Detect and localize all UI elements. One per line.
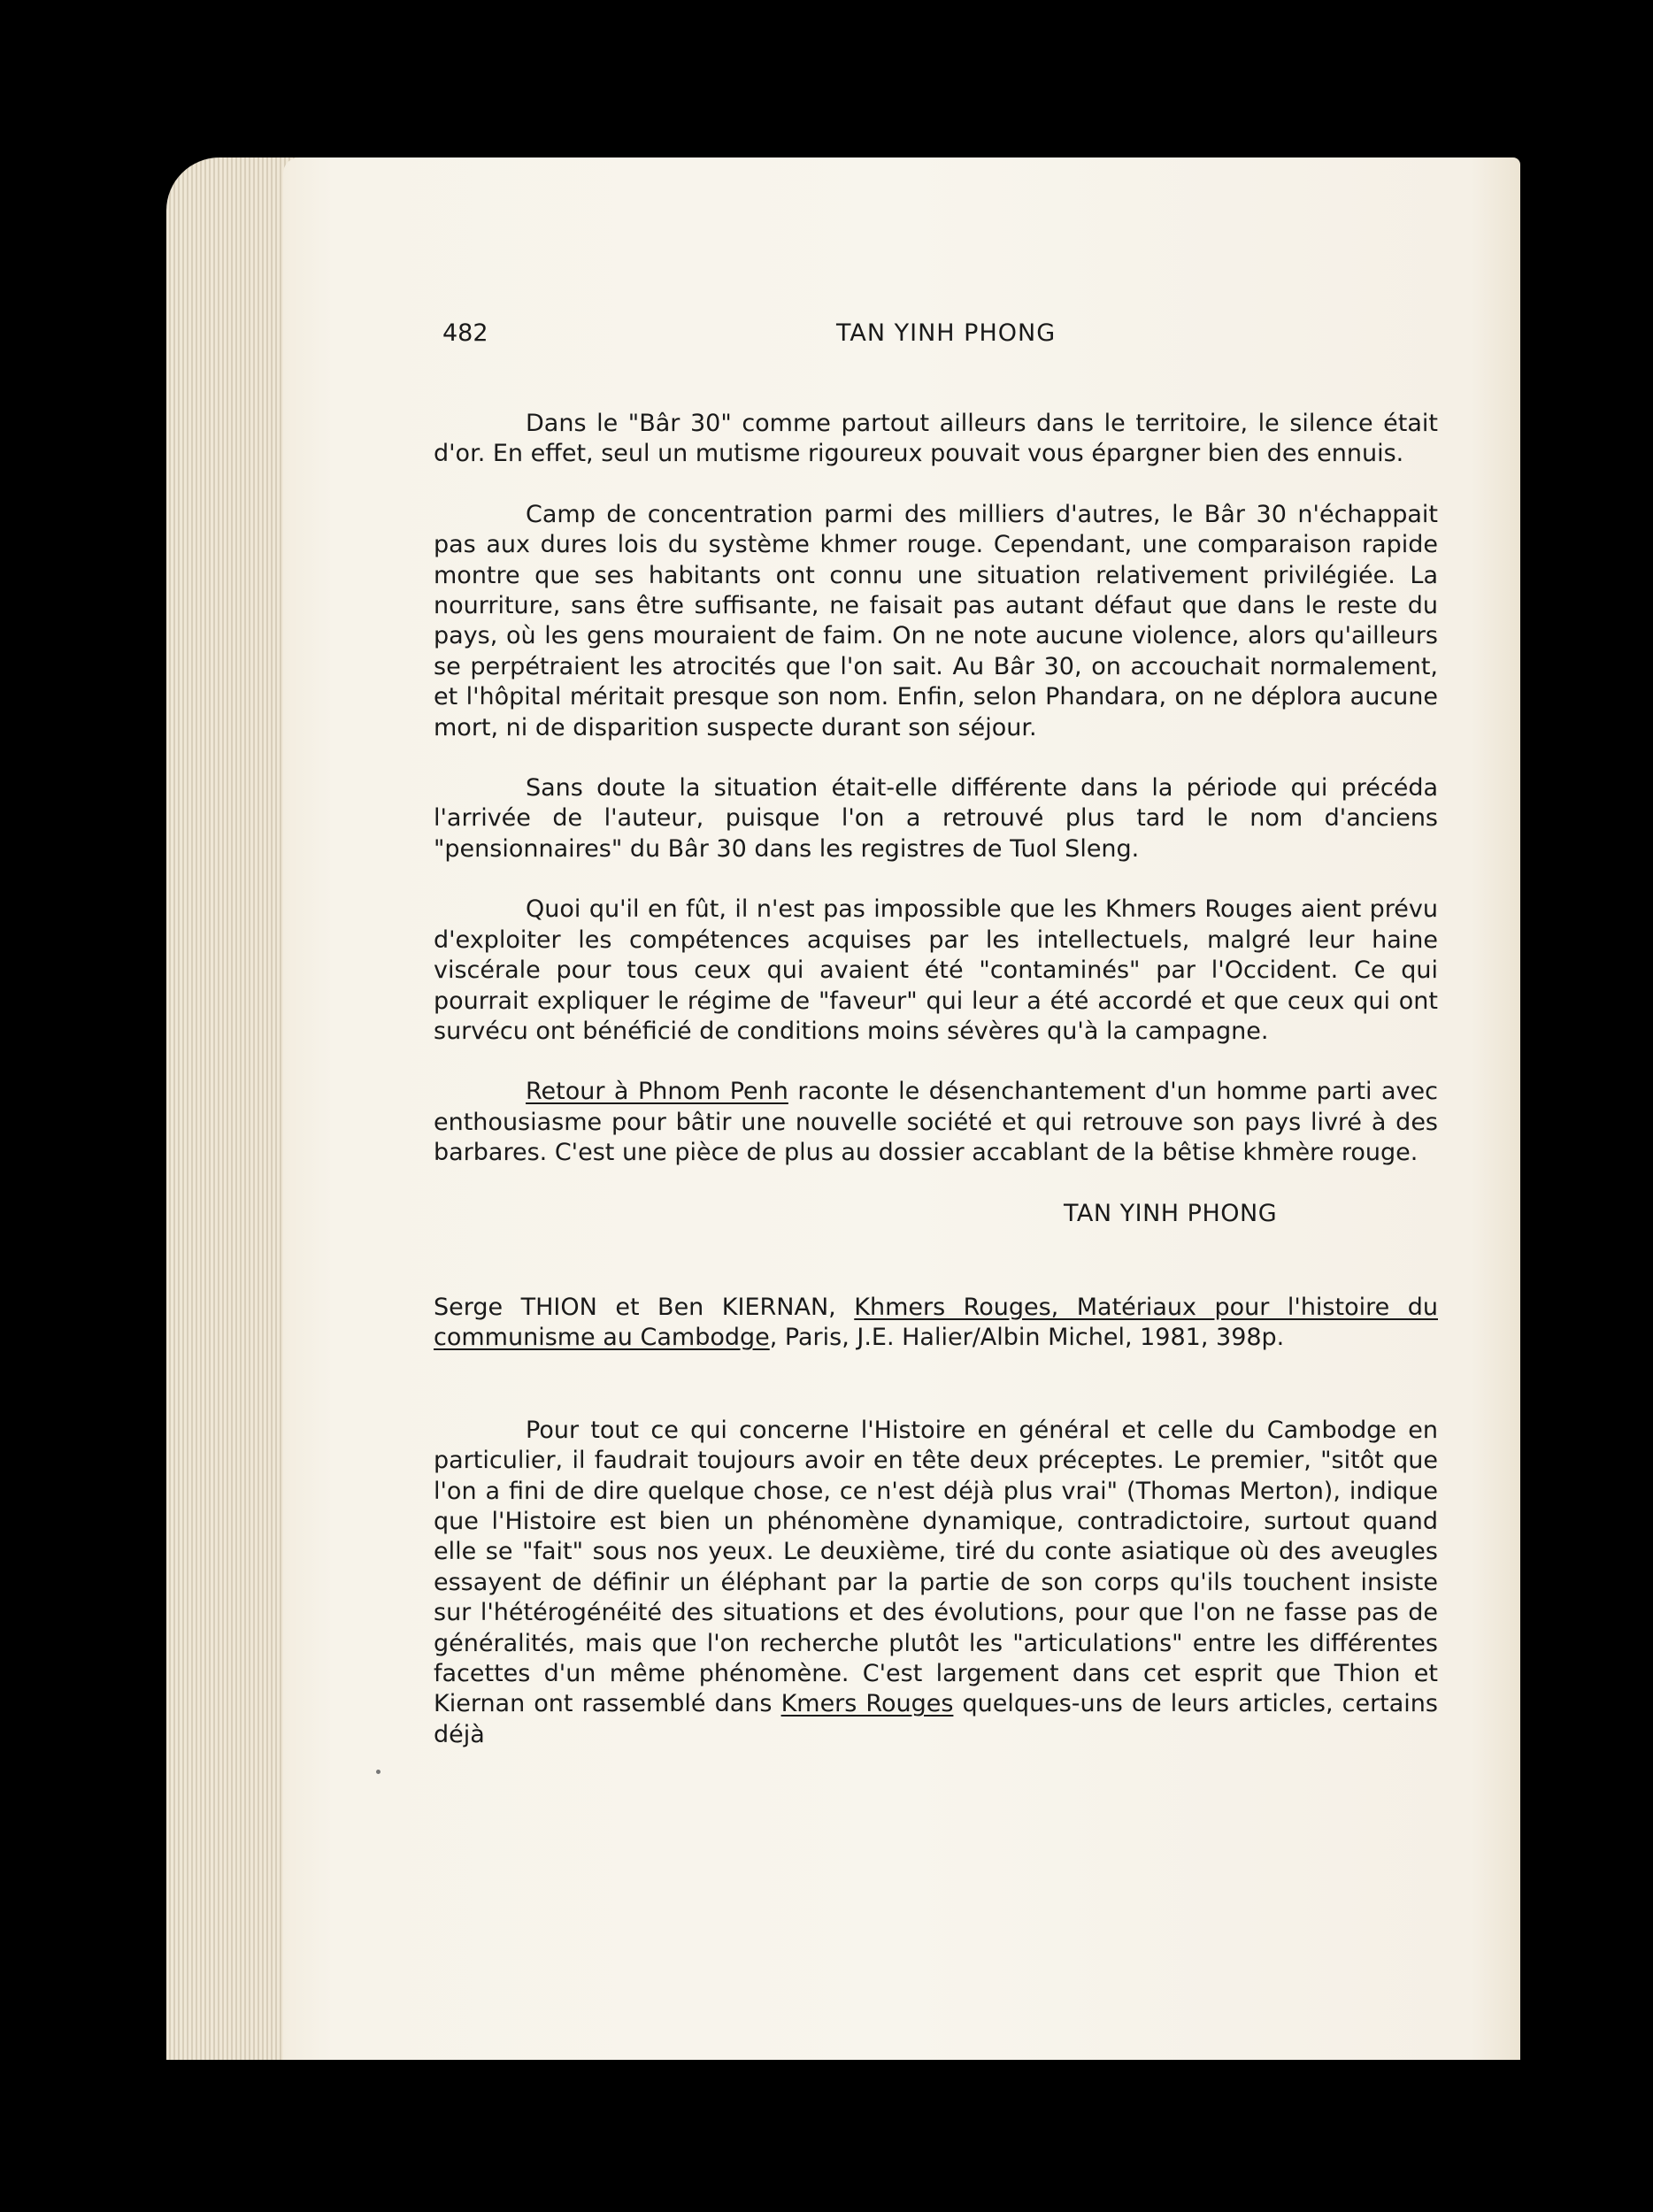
book-reference (434, 1293, 1438, 1354)
page-number: 482 (442, 319, 488, 347)
running-head: TAN YINH PHONG (836, 319, 1057, 347)
next-review-text-start: Pour tout ce qui concerne l'Histoire en général et celle du Cambodge en particulier, il faudrait toujours avoir en tête deux préceptes. Le premier, "sitôt que l'on a fini de dire quelque chose, ce n'est déjà plus vrai" (Thomas Merton), indique que l'Histoire est bien un phénomène dynamique, contradictoire, surtout quand elle se "fait" sous nos yeux. Le deuxième, tiré du conte asiatique où des aveugles essayent de définir un éléphant par la partie de son corps qu'ils touchent insiste sur l'hétérogénéité des situations et des évolutions, pour que l'on ne fasse pas de généralités, mais que l'on recherche plutôt les "articulations" entre les différentes facettes d'un même phénomène. C'est largement dans cet esprit que Thion et Kiernan ont rassemblé dans (434, 1416, 1438, 1718)
next-review-paragraph (434, 1416, 1438, 1750)
page-content (434, 319, 1438, 1780)
page-header (434, 319, 1438, 354)
review-closing-text: raconte le désenchantement d'un homme parti avec enthousiasme pour bâtir une nouvelle société et qui retrouve son pays livré à des barbares. C'est une pièce de plus au dossier accablant de la bêtise khmère rouge. (434, 1078, 1438, 1167)
reference-authors: Serge THION et Ben KIERNAN, (434, 1293, 855, 1321)
review-closing-paragraph (434, 1077, 1438, 1168)
reference-publication: , Paris, J.E. Halier/Albin Michel, 1981, 398p. (769, 1324, 1285, 1352)
paragraph-3: Sans doute la situation était-elle différente dans la période qui précéda l'arrivée de l'auteur, puisque l'on a retrouvé plus tard le nom d'anciens "pensionnaires" du Bâr 30 dans les registres de Tuol Sleng. (434, 774, 1438, 863)
paragraph-2: Camp de concentration parmi des milliers d'autres, le Bâr 30 n'échappait pas aux dures lois du système khmer rouge. Cependant, une comparaison rapide montre que ses habitants ont connu une situation relativement privilégiée. La nourriture, sans être suffisante, ne faisait pas autant défaut que dans le reste du pays, où les gens mouraient de faim. On ne note aucune violence, alors qu'ailleurs se perpétraient les atrocités que l'on sait. Au Bâr 30, on accouchait normalement, et l'hôpital méritait presque son nom. Enfin, selon Phandara, on ne déplora aucune mort, ni de disparition suspecte durant son séjour. (434, 500, 1438, 741)
next-review-title: Kmers Rouges (780, 1690, 954, 1718)
paragraph-4: Quoi qu'il en fût, il n'est pas impossible que les Khmers Rouges aient prévu d'exploiter les compétences acquises par les intellectuels, malgré leur haine viscérale pour tous ceux qui avaient été "contaminés" par l'Occident. Ce qui pourrait expliquer le régime de "faveur" qui leur a été accordé et que ceux qui ont survécu ont bénéficié de conditions moins sévères qu'à la campagne. (434, 895, 1438, 1045)
next-review-text-end: quelques-uns de leurs articles, certains déjà (434, 1690, 1438, 1748)
reference-title: Khmers Rouges, Matériaux pour l'histoire du communisme au Cambodge (434, 1293, 1438, 1352)
review-signature: TAN YINH PHONG (1064, 1199, 1278, 1227)
book-title-retour: Retour à Phnom Penh (526, 1078, 788, 1106)
dust-speck (376, 1770, 381, 1774)
paragraph-1: Dans le "Bâr 30" comme partout ailleurs dans le territoire, le silence était d'or. En effet, seul un mutisme rigoureux pouvait vous épargner bien des ennuis. (434, 410, 1438, 468)
